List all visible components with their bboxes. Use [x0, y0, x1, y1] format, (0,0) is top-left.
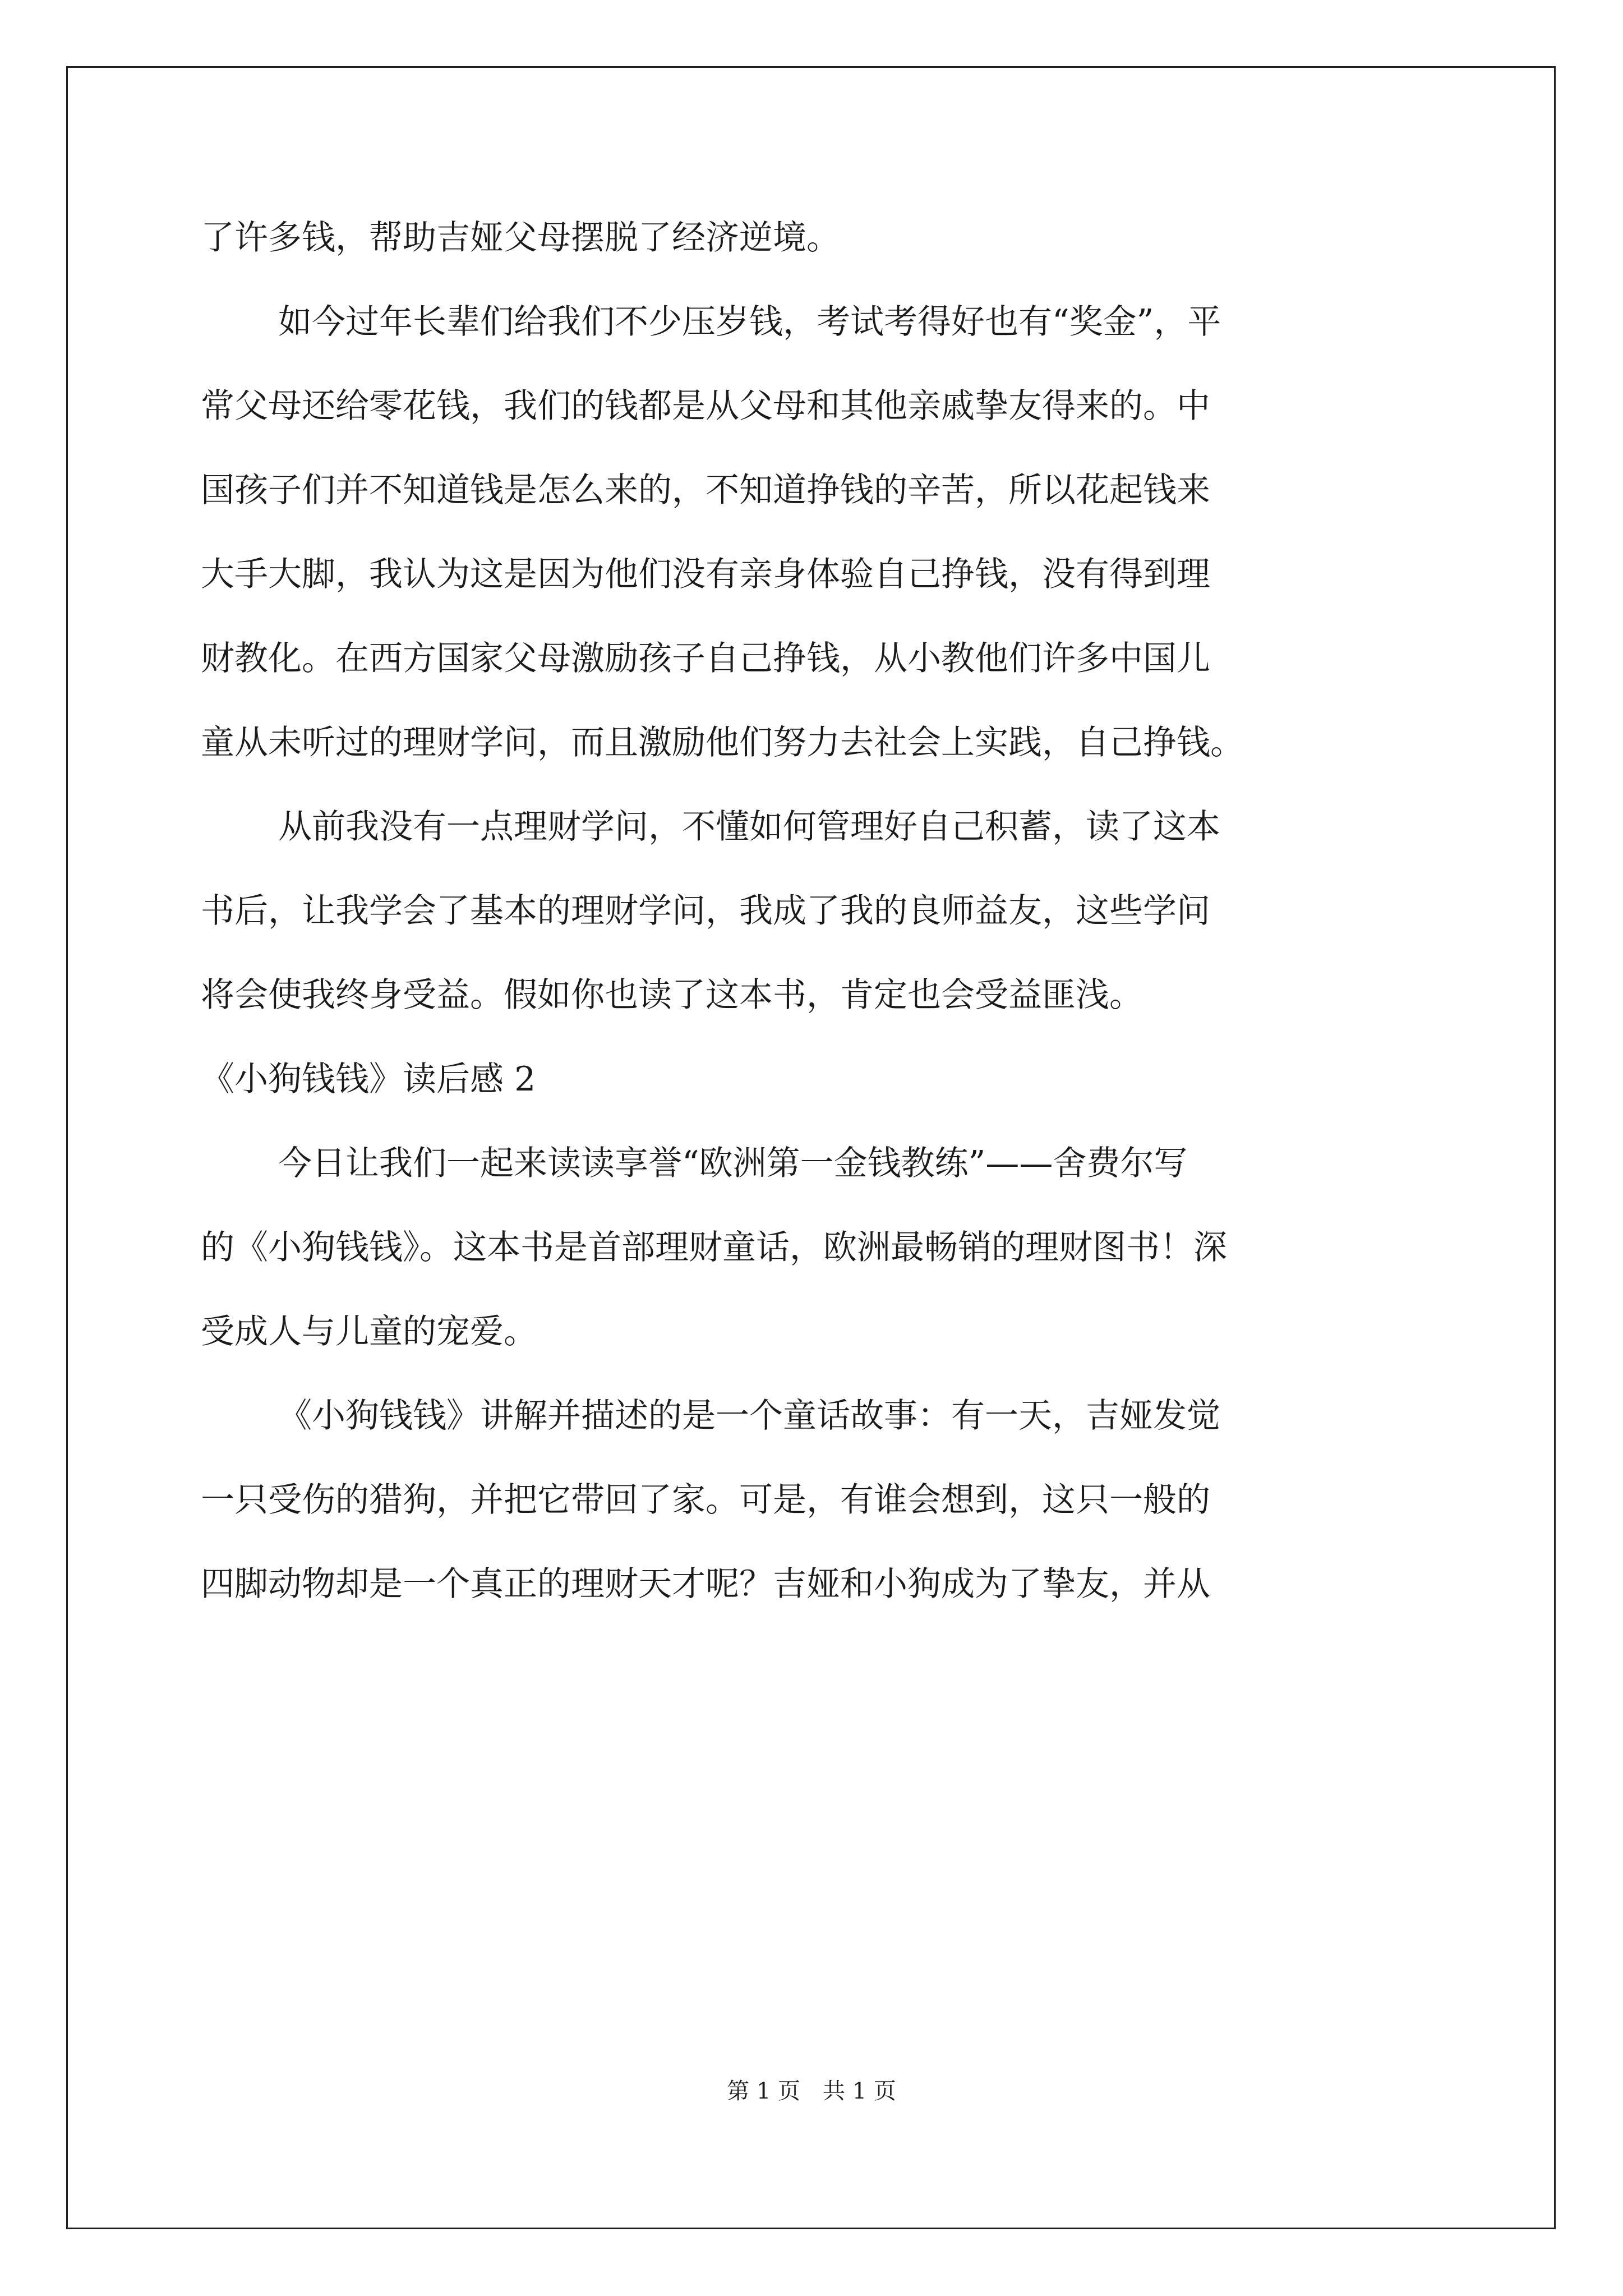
paragraph-line: 如今过年长辈们给我们不少压岁钱，考试考得好也有“奖金”，平 — [278, 302, 1221, 342]
section-heading: 《小狗钱钱》读后感 2 — [201, 1060, 536, 1099]
paragraph-line: 国孩子们并不知道钱是怎么来的，不知道挣钱的辛苦，所以花起钱来 — [201, 471, 1210, 510]
paragraph-line: 书后，让我学会了基本的理财学问，我成了我的良师益友，这些学问 — [201, 891, 1210, 931]
paragraph-line: 四脚动物却是一个真正的理财天才呢？吉娅和小狗成为了挚友，并从 — [201, 1565, 1210, 1604]
paragraph-line: 将会使我终身受益。假如你也读了这本书，肯定也会受益匪浅。 — [201, 976, 1143, 1015]
paragraph-line: 一只受伤的猎狗，并把它带回了家。可是，有谁会想到，这只一般的 — [201, 1480, 1210, 1520]
paragraph-line: 从前我没有一点理财学问，不懂如何管理好自己积蓄，读了这本 — [278, 807, 1220, 846]
paragraph-line: 受成人与儿童的宠爱。 — [201, 1312, 537, 1351]
paragraph-line: 了许多钱，帮助吉娅父母摆脱了经济逆境。 — [201, 218, 840, 257]
page-footer: 第 1 页 共 1 页 — [727, 2078, 896, 2104]
paragraph-line: 大手大脚，我认为这是因为他们没有亲身体验自己挣钱，没有得到理 — [201, 555, 1210, 594]
paragraph-line: 常父母还给零花钱，我们的钱都是从父母和其他亲戚挚友得来的。中 — [201, 386, 1210, 426]
paragraph-line: 今日让我们一起来读读享誉“欧洲第一金钱教练”——舍费尔写 — [278, 1144, 1188, 1183]
paragraph-line: 《小狗钱钱》讲解并描述的是一个童话故事：有一天，吉娅发觉 — [278, 1396, 1220, 1435]
paragraph-line: 童从未听过的理财学问，而且激励他们努力去社会上实践，自己挣钱。 — [201, 723, 1244, 762]
paragraph-line: 财教化。在西方国家父母激励孩子自己挣钱，从小教他们许多中国儿 — [201, 639, 1210, 678]
paragraph-line: 的《小狗钱钱》。这本书是首部理财童话，欧洲最畅销的理财图书！深 — [201, 1228, 1227, 1267]
